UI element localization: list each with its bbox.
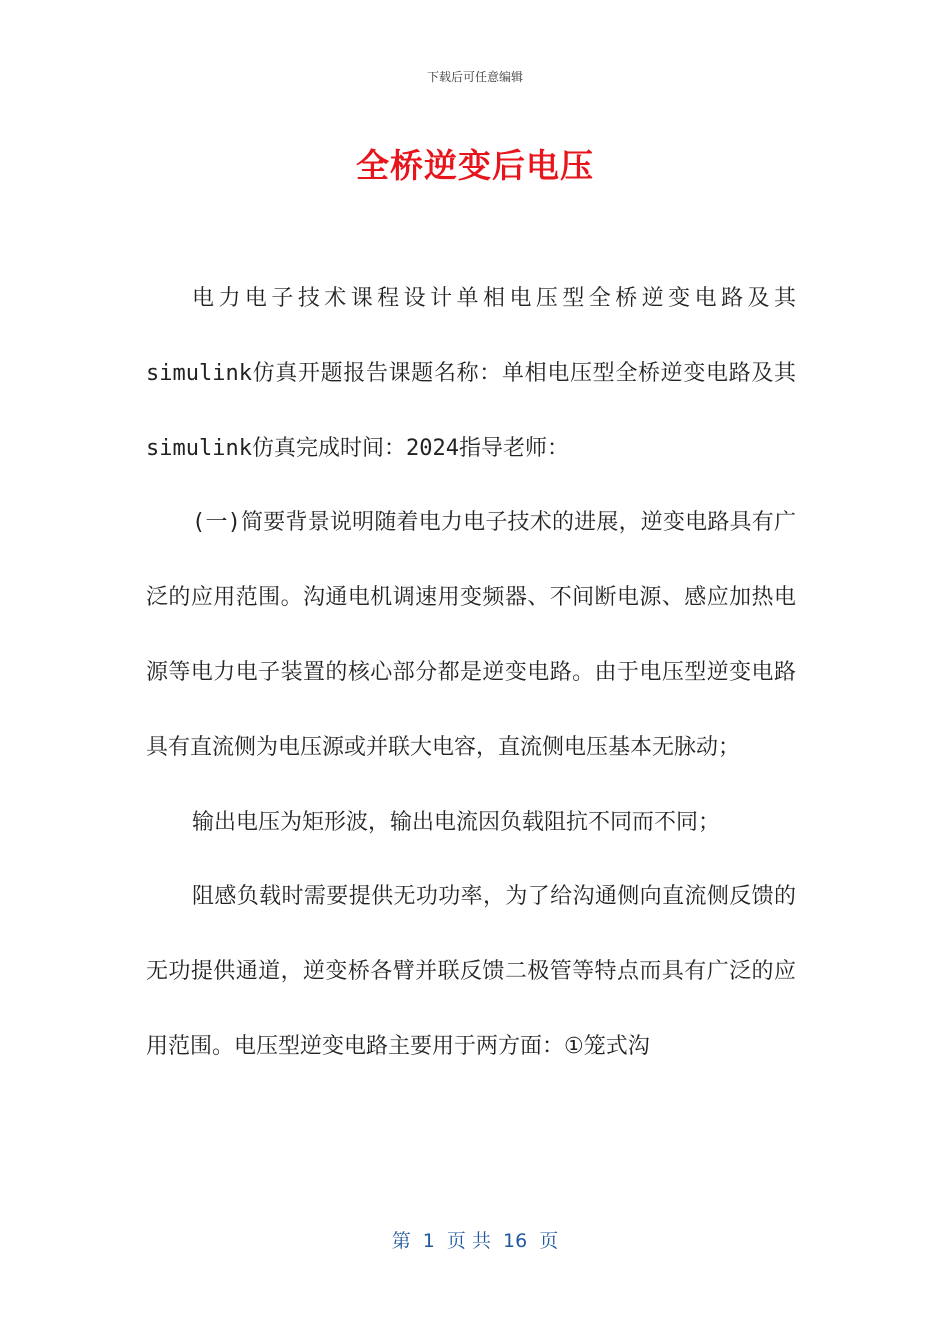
document-body <box>146 262 796 1085</box>
paragraph-2: (一)简要背景说明随着电力电子技术的进展，逆变电路具有广泛的应用范围。沟通电机调速用变频器、不间断电源、感应加热电源等电力电子装置的核心部分都是逆变电路。由于电压型逆变电路具有直流侧为电压源或并联大电容，直流侧电压基本无脉动； <box>146 510 796 760</box>
document-title: 全桥逆变后电压 <box>356 146 594 185</box>
header-note: 下载后可任意编辑 <box>426 70 523 84</box>
paragraph-4: 阻感负载时需要提供无功功率，为了给沟通侧向直流侧反馈的无功提供通道，逆变桥各臂并联反馈二极管等特点而具有广泛的应用范围。电压型逆变电路主要用于两方面：①笼式沟 <box>146 884 796 1059</box>
page-footer: 第 1 页 共 16 页 <box>391 1230 559 1252</box>
paragraph-3: 输出电压为矩形波，输出电流因负载阻抗不同而不同； <box>192 809 721 835</box>
paragraph-1: 电力电子技术课程设计单相电压型全桥逆变电路及其simulink仿真开题报告课题名称：单相电压型全桥逆变电路及其simulink仿真完成时间：2024指导老师： <box>146 286 796 461</box>
